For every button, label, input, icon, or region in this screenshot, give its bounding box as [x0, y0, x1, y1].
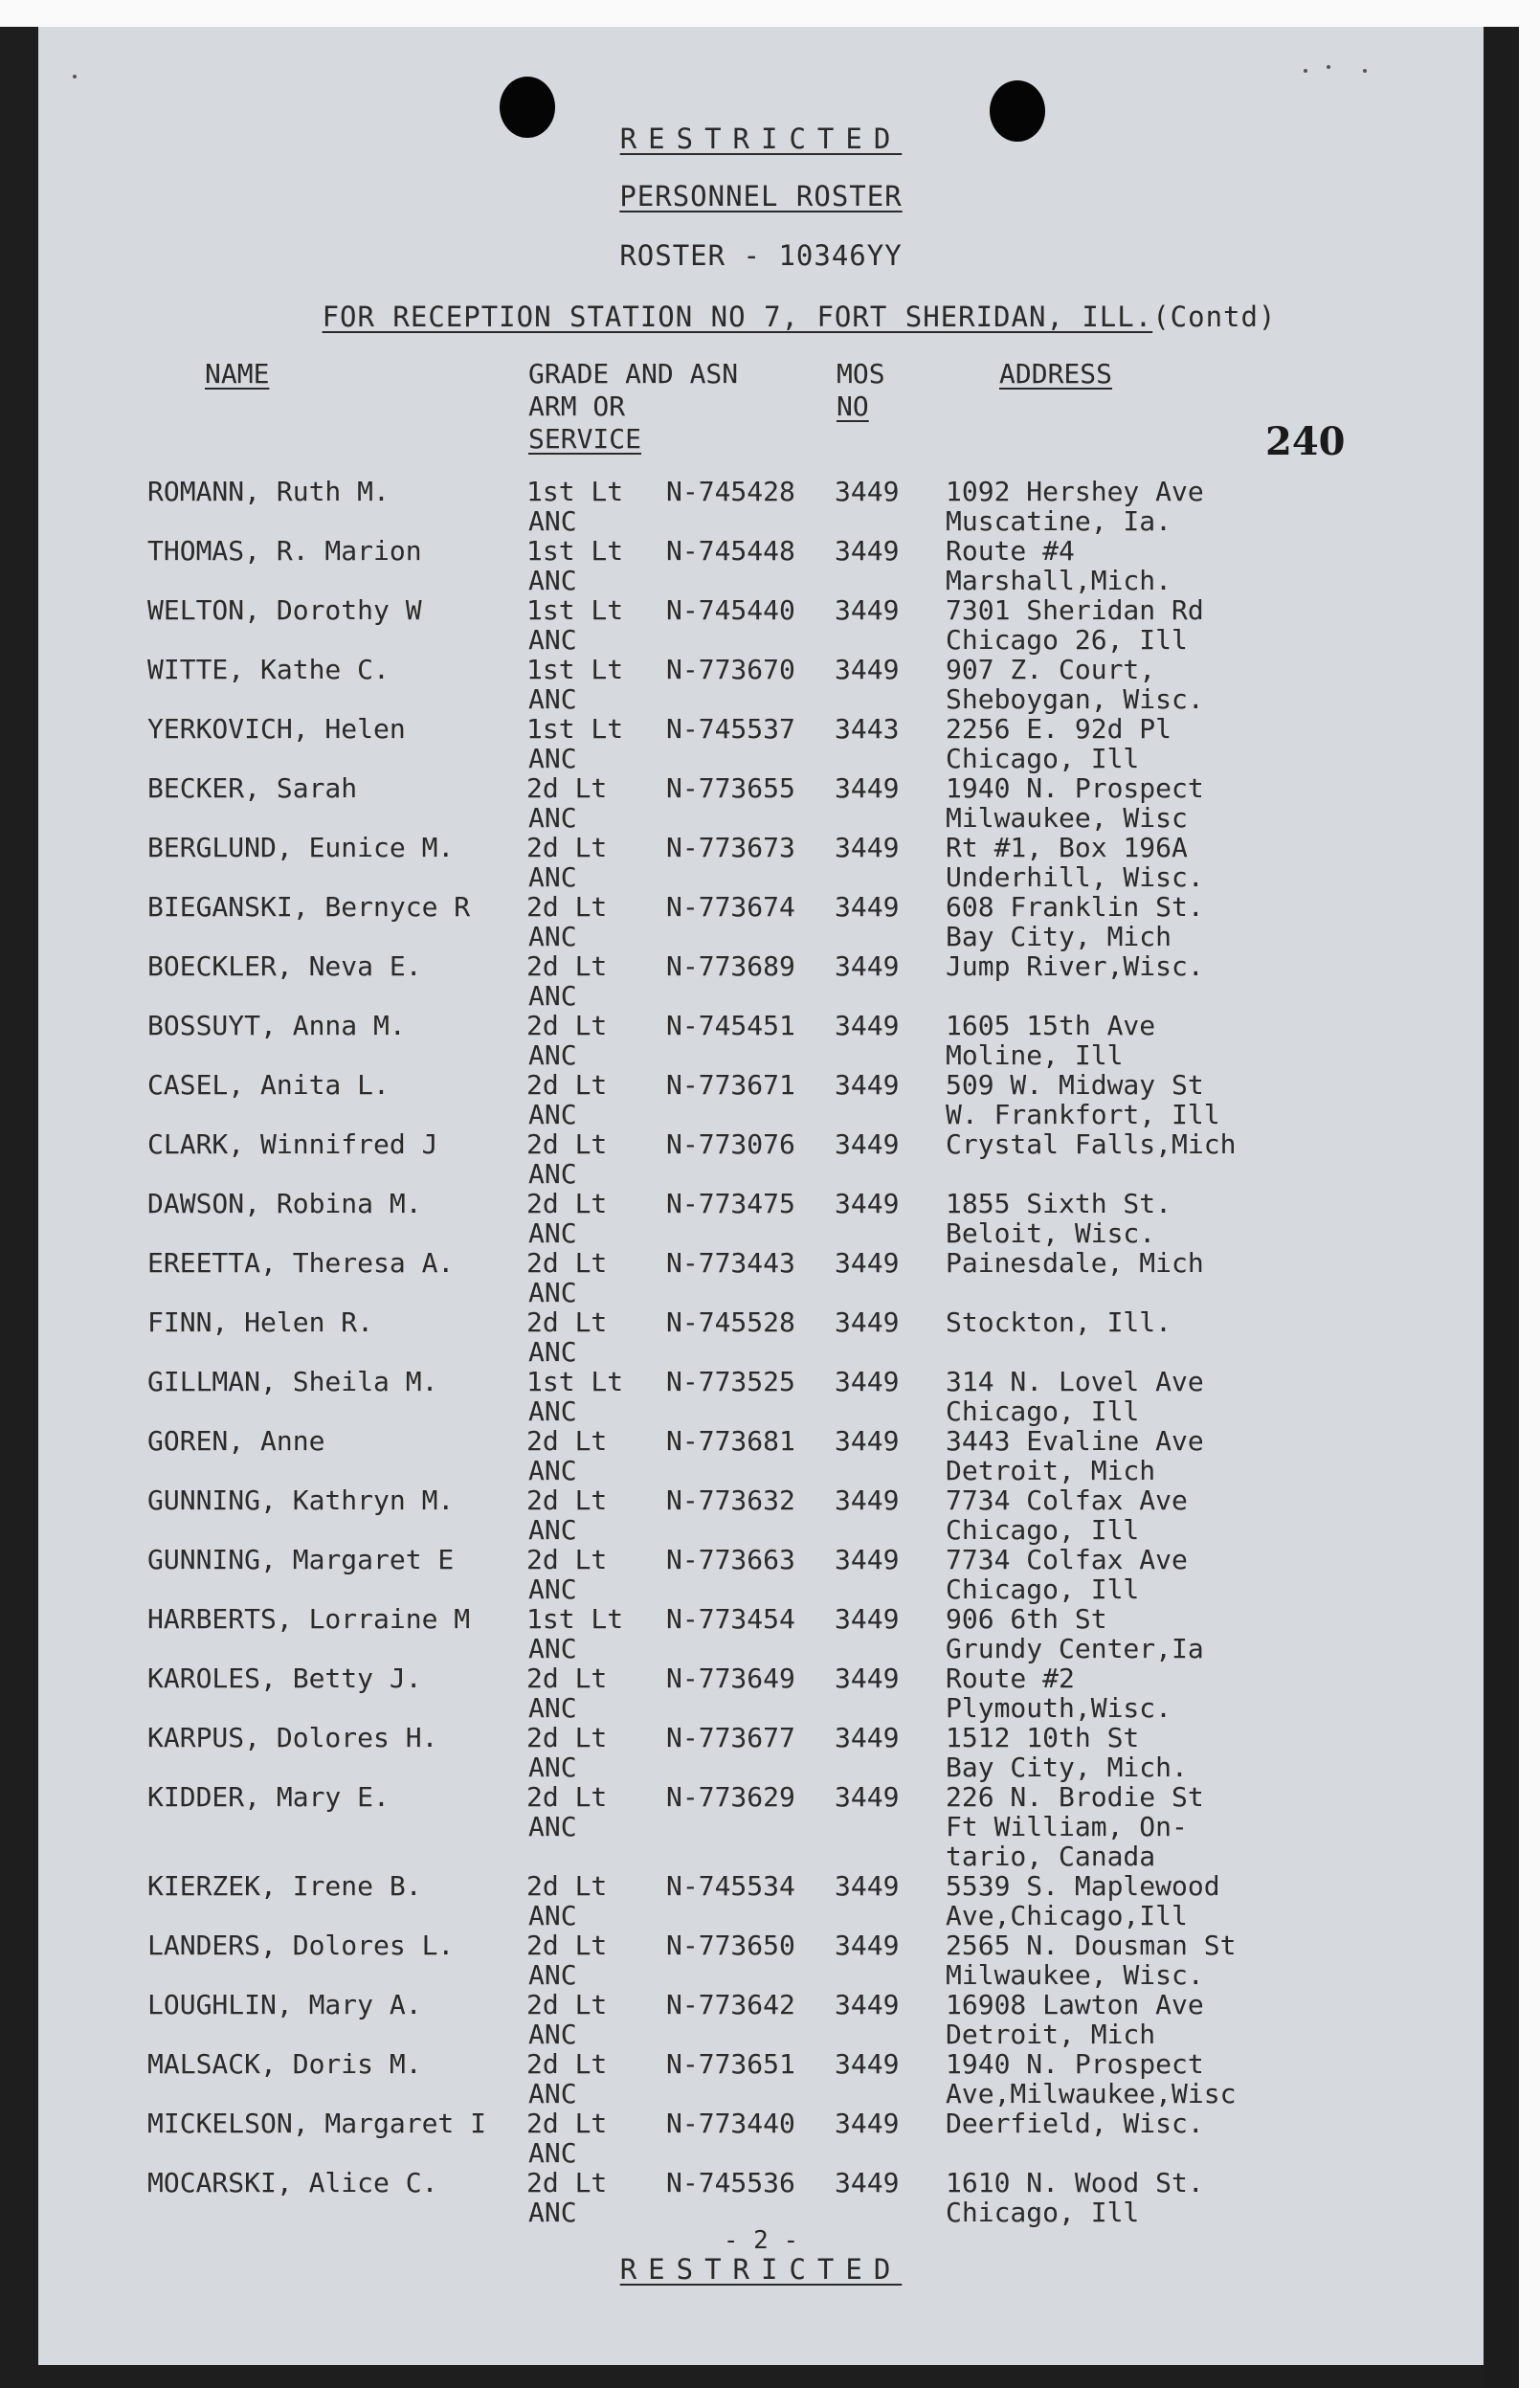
table-row	[38, 773, 1484, 833]
mos-cell: 3449	[835, 1870, 900, 1902]
asn-cell: N-773674	[666, 891, 795, 923]
grade-cell: 2d Lt	[526, 1247, 608, 1279]
asn-cell: N-773689	[666, 950, 795, 982]
address-line1-cell: 608 Franklin St.	[946, 891, 1204, 923]
table-row	[38, 951, 1484, 1011]
mos-cell: 3449	[835, 2048, 900, 2080]
address-line2-cell: Chicago 26, Ill	[946, 624, 1188, 656]
name-cell: BERGLUND, Eunice M.	[147, 832, 455, 863]
arm-cell: ANC	[528, 1900, 577, 1931]
address-line1-cell: 226 N. Brodie St	[946, 1781, 1204, 1813]
scan-border-right	[1519, 0, 1540, 2388]
page-number-stamp: 240	[1265, 419, 1346, 464]
name-cell: BECKER, Sarah	[147, 772, 358, 804]
asn-cell: N-773663	[666, 1544, 795, 1575]
asn-cell: N-773673	[666, 832, 795, 863]
arm-cell: ANC	[528, 2197, 577, 2228]
speck	[1363, 69, 1367, 73]
arm-cell: ANC	[528, 1633, 577, 1664]
table-row	[38, 1189, 1484, 1248]
arm-cell: ANC	[528, 1099, 577, 1130]
address-line1-cell: 7301 Sheridan Rd	[946, 594, 1204, 626]
name-cell: CLARK, Winnifred J	[147, 1128, 438, 1160]
asn-cell: N-773671	[666, 1069, 795, 1101]
mos-cell: 3449	[835, 2167, 900, 2198]
document-title: PERSONNEL ROSTER	[619, 180, 903, 212]
name-cell: GOREN, Anne	[147, 1425, 325, 1457]
grade-cell: 2d Lt	[526, 1425, 608, 1457]
arm-cell: ANC	[528, 624, 577, 656]
mos-cell: 3449	[835, 1544, 900, 1575]
address-line1-cell: Stockton, Ill.	[946, 1306, 1172, 1338]
name-cell: HARBERTS, Lorraine M	[147, 1603, 471, 1635]
asn-cell: N-773651	[666, 2048, 795, 2080]
address-line1-cell: Rt #1, Box 196A	[946, 832, 1188, 863]
arm-cell: ANC	[528, 921, 577, 952]
grade-cell: 2d Lt	[526, 772, 608, 804]
grade-cell: 2d Lt	[526, 1781, 608, 1813]
table-row	[38, 1782, 1484, 1871]
name-cell: GUNNING, Margaret E	[147, 1544, 455, 1575]
grade-cell: 2d Lt	[526, 2108, 608, 2139]
arm-cell: ANC	[528, 2137, 577, 2169]
column-header-grade	[528, 358, 738, 456]
mos-cell: 3449	[835, 1188, 900, 1219]
address-line1-cell: 1940 N. Prospect	[946, 2048, 1204, 2080]
name-cell: BIEGANSKI, Bernyce R	[147, 891, 471, 923]
asn-cell: N-773440	[666, 2108, 795, 2139]
asn-cell: N-745537	[666, 713, 795, 745]
arm-cell: ANC	[528, 505, 577, 537]
address-line1-cell: Jump River,Wisc.	[946, 950, 1204, 982]
address-line1-cell: 7734 Colfax Ave	[946, 1484, 1188, 1516]
table-row	[38, 1663, 1484, 1723]
address-line1-cell: 1605 15th Ave	[946, 1010, 1156, 1041]
grade-cell: 2d Lt	[526, 1010, 608, 1041]
name-cell: MALSACK, Doris M.	[147, 2048, 422, 2080]
mos-cell: 3449	[835, 950, 900, 982]
classification-header: RESTRICTED	[619, 123, 903, 155]
name-cell: LOUGHLIN, Mary A.	[147, 1989, 422, 2020]
address-line2-cell: Detroit, Mich	[946, 2019, 1156, 2050]
mos-cell: 3449	[835, 1603, 900, 1635]
asn-cell: N-745528	[666, 1306, 795, 1338]
address-line1-cell: 1940 N. Prospect	[946, 772, 1204, 804]
address-line1-cell: Route #4	[946, 535, 1075, 567]
name-cell: EREETTA, Theresa A.	[147, 1247, 455, 1279]
asn-cell: N-773650	[666, 1930, 795, 1961]
roster-number: ROSTER - 10346YY	[619, 239, 903, 272]
address-line1-cell: 5539 S. Maplewood	[946, 1870, 1220, 1902]
column-header-grade-line2: ARM OR	[528, 391, 626, 422]
address-line2-cell: Chicago, Ill	[946, 743, 1140, 774]
arm-cell: ANC	[528, 2019, 577, 2050]
mos-cell: 3449	[835, 1306, 900, 1338]
arm-cell: ANC	[528, 743, 577, 774]
address-line2-cell: Chicago, Ill	[946, 2197, 1140, 2228]
address-line1-cell: 2565 N. Dousman St	[946, 1930, 1237, 1961]
column-header-mos-line2: NO	[837, 391, 869, 422]
name-cell: GILLMAN, Sheila M.	[147, 1366, 438, 1397]
address-line2-cell: Beloit, Wisc.	[946, 1217, 1156, 1249]
column-header-address: ADDRESS	[999, 358, 1113, 390]
asn-cell: N-773649	[666, 1663, 795, 1694]
arm-cell: ANC	[528, 1039, 577, 1071]
grade-cell: 2d Lt	[526, 1722, 608, 1753]
grade-cell: 1st Lt	[526, 713, 624, 745]
asn-cell: N-773454	[666, 1603, 795, 1635]
speck	[1304, 69, 1307, 73]
table-row	[38, 1248, 1484, 1307]
mos-cell: 3449	[835, 654, 900, 685]
grade-cell: 2d Lt	[526, 1484, 608, 1516]
grade-cell: 2d Lt	[526, 950, 608, 982]
station-name: FOR RECEPTION STATION NO 7, FORT SHERIDAN, ILL.	[322, 301, 1153, 333]
asn-cell: N-745534	[666, 1870, 795, 1902]
classification-footer: RESTRICTED	[619, 2253, 903, 2286]
grade-cell: 2d Lt	[526, 1306, 608, 1338]
asn-cell: N-773443	[666, 1247, 795, 1279]
address-line2-cell: Grundy Center,Ia	[946, 1633, 1204, 1664]
address-line1-cell: 509 W. Midway St	[946, 1069, 1204, 1101]
mos-cell: 3449	[835, 1128, 900, 1160]
address-line2-cell: Bay City, Mich	[946, 921, 1172, 952]
name-cell: WITTE, Kathe C.	[147, 654, 390, 685]
name-cell: DAWSON, Robina M.	[147, 1188, 422, 1219]
name-cell: KARPUS, Dolores H.	[147, 1722, 438, 1753]
address-line2-cell: Marshall,Mich.	[946, 565, 1172, 596]
arm-cell: ANC	[528, 1514, 577, 1546]
address-line2-cell: Detroit, Mich	[946, 1455, 1156, 1486]
address-line1-cell: 1610 N. Wood St.	[946, 2167, 1204, 2198]
asn-cell: N-745451	[666, 1010, 795, 1041]
address-line2-cell: Plymouth,Wisc.	[946, 1692, 1172, 1724]
table-row	[38, 536, 1484, 595]
asn-cell: N-773632	[666, 1484, 795, 1516]
station-line	[77, 301, 1522, 333]
table-row	[38, 477, 1484, 536]
mos-cell: 3449	[835, 1722, 900, 1753]
mos-cell: 3449	[835, 1247, 900, 1279]
column-header-grade-line1: GRADE AND ASN	[528, 358, 739, 390]
grade-cell: 1st Lt	[526, 1603, 624, 1635]
asn-cell: N-745448	[666, 535, 795, 567]
name-cell: YERKOVICH, Helen	[147, 713, 406, 745]
column-header-mos-line1: MOS	[837, 358, 885, 390]
grade-cell: 2d Lt	[526, 1989, 608, 2020]
address-line3-cell: tario, Canada	[946, 1841, 1156, 1872]
name-cell: MOCARSKI, Alice C.	[147, 2167, 438, 2198]
asn-cell: N-773681	[666, 1425, 795, 1457]
grade-cell: 2d Lt	[526, 1544, 608, 1575]
footer-page-number: - 2 -	[723, 2226, 799, 2255]
table-row	[38, 892, 1484, 951]
address-line2-cell: Chicago, Ill	[946, 1573, 1140, 1605]
asn-cell: N-745440	[666, 594, 795, 626]
table-row	[38, 1367, 1484, 1426]
scan-shadow-right	[1484, 27, 1519, 2388]
address-line1-cell: 2256 E. 92d Pl	[946, 713, 1172, 745]
table-row	[38, 1871, 1484, 1930]
address-line2-cell: W. Frankfort, Ill	[946, 1099, 1220, 1130]
arm-cell: ANC	[528, 1336, 577, 1368]
table-row	[38, 1485, 1484, 1545]
address-line2-cell: Ave,Milwaukee,Wisc	[946, 2078, 1237, 2109]
arm-cell: ANC	[528, 1959, 577, 1991]
address-line2-cell: Chicago, Ill	[946, 1395, 1140, 1427]
address-line2-cell: Chicago, Ill	[946, 1514, 1140, 1546]
table-row	[38, 1723, 1484, 1782]
address-line2-cell: Underhill, Wisc.	[946, 861, 1204, 893]
arm-cell: ANC	[528, 1811, 577, 1842]
address-line1-cell: 314 N. Lovel Ave	[946, 1366, 1204, 1397]
arm-cell: ANC	[528, 2078, 577, 2109]
grade-cell: 2d Lt	[526, 1870, 608, 1902]
mos-cell: 3449	[835, 1425, 900, 1457]
name-cell: THOMAS, R. Marion	[147, 535, 422, 567]
mos-cell: 3449	[835, 1930, 900, 1961]
arm-cell: ANC	[528, 1395, 577, 1427]
arm-cell: ANC	[528, 861, 577, 893]
address-line1-cell: 906 6th St	[946, 1603, 1107, 1635]
name-cell: KIDDER, Mary E.	[147, 1781, 390, 1813]
grade-cell: 2d Lt	[526, 891, 608, 923]
column-header-grade-line3: SERVICE	[528, 423, 642, 455]
table-row	[38, 1129, 1484, 1189]
name-cell: FINN, Helen R.	[147, 1306, 374, 1338]
table-row	[38, 1070, 1484, 1129]
name-cell: CASEL, Anita L.	[147, 1069, 390, 1101]
arm-cell: ANC	[528, 1277, 577, 1308]
name-cell: GUNNING, Kathryn M.	[147, 1484, 455, 1516]
mos-cell: 3443	[835, 713, 900, 745]
address-line1-cell: Route #2	[946, 1663, 1075, 1694]
continued-note: (Contd)	[1152, 301, 1277, 333]
table-row	[38, 1426, 1484, 1485]
table-row	[38, 2168, 1484, 2227]
address-line1-cell: 3443 Evaline Ave	[946, 1425, 1204, 1457]
name-cell: BOECKLER, Neva E.	[147, 950, 422, 982]
table-row	[38, 1307, 1484, 1367]
mos-cell: 3449	[835, 1010, 900, 1041]
table-row	[38, 655, 1484, 714]
asn-cell: N-773642	[666, 1989, 795, 2020]
asn-cell: N-773629	[666, 1781, 795, 1813]
asn-cell: N-773655	[666, 772, 795, 804]
grade-cell: 2d Lt	[526, 2167, 608, 2198]
document-page	[38, 27, 1484, 2365]
address-line1-cell: Crystal Falls,Mich	[946, 1128, 1237, 1160]
mos-cell: 3449	[835, 1484, 900, 1516]
name-cell: WELTON, Dorothy W	[147, 594, 422, 626]
grade-cell: 2d Lt	[526, 1663, 608, 1694]
table-row	[38, 2109, 1484, 2168]
grade-cell: 1st Lt	[526, 535, 624, 567]
speck	[1327, 65, 1330, 69]
arm-cell: ANC	[528, 980, 577, 1012]
asn-cell: N-773677	[666, 1722, 795, 1753]
table-row	[38, 595, 1484, 655]
table-row	[38, 1545, 1484, 1604]
arm-cell: ANC	[528, 565, 577, 596]
scan-border-top	[0, 0, 1540, 27]
grade-cell: 2d Lt	[526, 832, 608, 863]
asn-cell: N-773670	[666, 654, 795, 685]
arm-cell: ANC	[528, 1752, 577, 1783]
column-header-name: NAME	[205, 358, 270, 390]
grade-cell: 2d Lt	[526, 1930, 608, 1961]
mos-cell: 3449	[835, 476, 900, 507]
address-line2-cell: Sheboygan, Wisc.	[946, 683, 1204, 715]
arm-cell: ANC	[528, 1573, 577, 1605]
speck	[73, 75, 77, 78]
address-line1-cell: Painesdale, Mich	[946, 1247, 1204, 1279]
mos-cell: 3449	[835, 772, 900, 804]
address-line1-cell: 16908 Lawton Ave	[946, 1989, 1204, 2020]
asn-cell: N-745536	[666, 2167, 795, 2198]
asn-cell: N-745428	[666, 476, 795, 507]
mos-cell: 3449	[835, 1663, 900, 1694]
table-row	[38, 2049, 1484, 2109]
column-header-mos	[837, 358, 885, 423]
address-line1-cell: Deerfield, Wisc.	[946, 2108, 1204, 2139]
table-row	[38, 1604, 1484, 1663]
arm-cell: ANC	[528, 1455, 577, 1486]
grade-cell: 2d Lt	[526, 2048, 608, 2080]
mos-cell: 3449	[835, 891, 900, 923]
grade-cell: 2d Lt	[526, 1128, 608, 1160]
name-cell: KIERZEK, Irene B.	[147, 1870, 422, 1902]
arm-cell: ANC	[528, 1158, 577, 1190]
mos-cell: 3449	[835, 1989, 900, 2020]
grade-cell: 1st Lt	[526, 654, 624, 685]
arm-cell: ANC	[528, 683, 577, 715]
grade-cell: 2d Lt	[526, 1188, 608, 1219]
mos-cell: 3449	[835, 1781, 900, 1813]
mos-cell: 3449	[835, 832, 900, 863]
table-row	[38, 1990, 1484, 2049]
arm-cell: ANC	[528, 802, 577, 834]
address-line2-cell: Milwaukee, Wisc.	[946, 1959, 1204, 1991]
address-line2-cell: Bay City, Mich.	[946, 1752, 1188, 1783]
grade-cell: 1st Lt	[526, 476, 624, 507]
address-line1-cell: 1512 10th St	[946, 1722, 1140, 1753]
arm-cell: ANC	[528, 1692, 577, 1724]
name-cell: BOSSUYT, Anna M.	[147, 1010, 406, 1041]
grade-cell: 1st Lt	[526, 1366, 624, 1397]
mos-cell: 3449	[835, 1366, 900, 1397]
address-line1-cell: 7734 Colfax Ave	[946, 1544, 1188, 1575]
mos-cell: 3449	[835, 2108, 900, 2139]
mos-cell: 3449	[835, 535, 900, 567]
address-line2-cell: Moline, Ill	[946, 1039, 1124, 1071]
mos-cell: 3449	[835, 1069, 900, 1101]
arm-cell: ANC	[528, 1217, 577, 1249]
address-line2-cell: Ave,Chicago,Ill	[946, 1900, 1188, 1931]
name-cell: LANDERS, Dolores L.	[147, 1930, 455, 1961]
address-line1-cell: 907 Z. Court,	[946, 654, 1156, 685]
address-line2-cell: Milwaukee, Wisc	[946, 802, 1188, 834]
table-row	[38, 1011, 1484, 1070]
name-cell: KAROLES, Betty J.	[147, 1663, 422, 1694]
asn-cell: N-773076	[666, 1128, 795, 1160]
address-line2-cell: Ft William, On-	[946, 1811, 1188, 1842]
table-row	[38, 714, 1484, 773]
table-row	[38, 1930, 1484, 1990]
address-line1-cell: 1092 Hershey Ave	[946, 476, 1204, 507]
name-cell: MICKELSON, Margaret I	[147, 2108, 487, 2139]
table-row	[38, 833, 1484, 892]
asn-cell: N-773525	[666, 1366, 795, 1397]
address-line1-cell: 1855 Sixth St.	[946, 1188, 1172, 1219]
asn-cell: N-773475	[666, 1188, 795, 1219]
grade-cell: 2d Lt	[526, 1069, 608, 1101]
mos-cell: 3449	[835, 594, 900, 626]
name-cell: ROMANN, Ruth M.	[147, 476, 390, 507]
address-line2-cell: Muscatine, Ia.	[946, 505, 1172, 537]
grade-cell: 1st Lt	[526, 594, 624, 626]
